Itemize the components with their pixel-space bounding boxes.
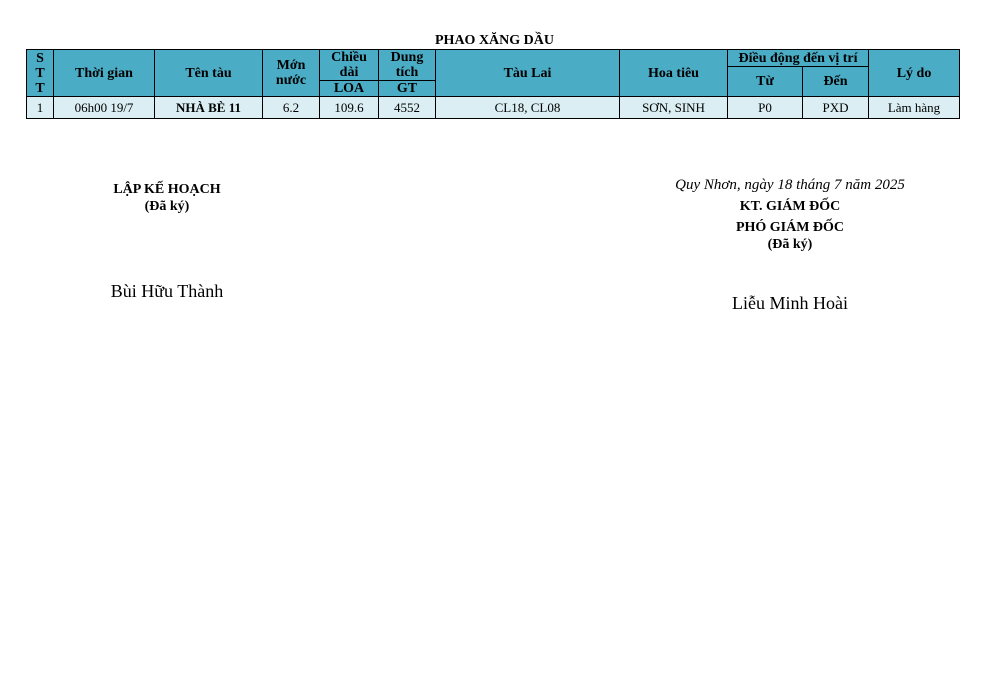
header-tug: Tàu Lai xyxy=(436,50,620,97)
cell-length: 109.6 xyxy=(320,97,379,119)
header-capacity: Dung tích xyxy=(379,50,436,81)
header-ship-name: Tên tàu xyxy=(155,50,263,97)
header-reason: Lý do xyxy=(869,50,960,97)
left-signature-status: (Đã ký) xyxy=(144,199,190,214)
header-draft: Mớn nước xyxy=(263,50,320,97)
cell-draft: 6.2 xyxy=(263,97,320,119)
right-signature-name: Liễu Minh Hoài xyxy=(732,293,848,313)
right-signature-status: (Đã ký) xyxy=(767,237,813,252)
right-signature-block xyxy=(640,177,940,253)
table-row xyxy=(27,97,960,119)
right-signature-role-line1: KT. GIÁM ĐỐC xyxy=(739,199,841,214)
cell-reason: Làm hàng xyxy=(869,97,960,119)
cell-stt: 1 xyxy=(27,97,54,119)
header-stt: S T T xyxy=(27,50,54,97)
header-to: Đến xyxy=(803,67,869,97)
header-length: Chiều dài xyxy=(320,50,379,81)
cell-ship-name: NHÀ BÈ 11 xyxy=(155,97,263,119)
schedule-table xyxy=(26,49,960,119)
left-signature-role: LẬP KẾ HOẠCH xyxy=(113,182,221,197)
cell-tug: CL18, CL08 xyxy=(436,97,620,119)
place-date: Quy Nhơn, ngày 18 tháng 7 năm 2025 xyxy=(675,177,905,193)
header-time: Thời gian xyxy=(54,50,155,97)
header-length-unit: LOA xyxy=(320,81,379,97)
cell-time: 06h00 19/7 xyxy=(54,97,155,119)
header-move-group: Điều động đến vị trí xyxy=(728,50,869,67)
right-signature-role-line2: PHÓ GIÁM ĐỐC xyxy=(735,220,845,235)
document-title: PHAO XĂNG DẦU xyxy=(435,33,554,48)
header-from: Từ xyxy=(728,67,803,97)
cell-pilot: SƠN, SINH xyxy=(620,97,728,119)
header-capacity-unit: GT xyxy=(379,81,436,97)
left-signature-name: Bùi Hữu Thành xyxy=(110,281,224,301)
cell-from: P0 xyxy=(728,97,803,119)
header-pilot: Hoa tiêu xyxy=(620,50,728,97)
left-signature-block xyxy=(67,181,267,215)
cell-capacity: 4552 xyxy=(379,97,436,119)
cell-to: PXD xyxy=(803,97,869,119)
